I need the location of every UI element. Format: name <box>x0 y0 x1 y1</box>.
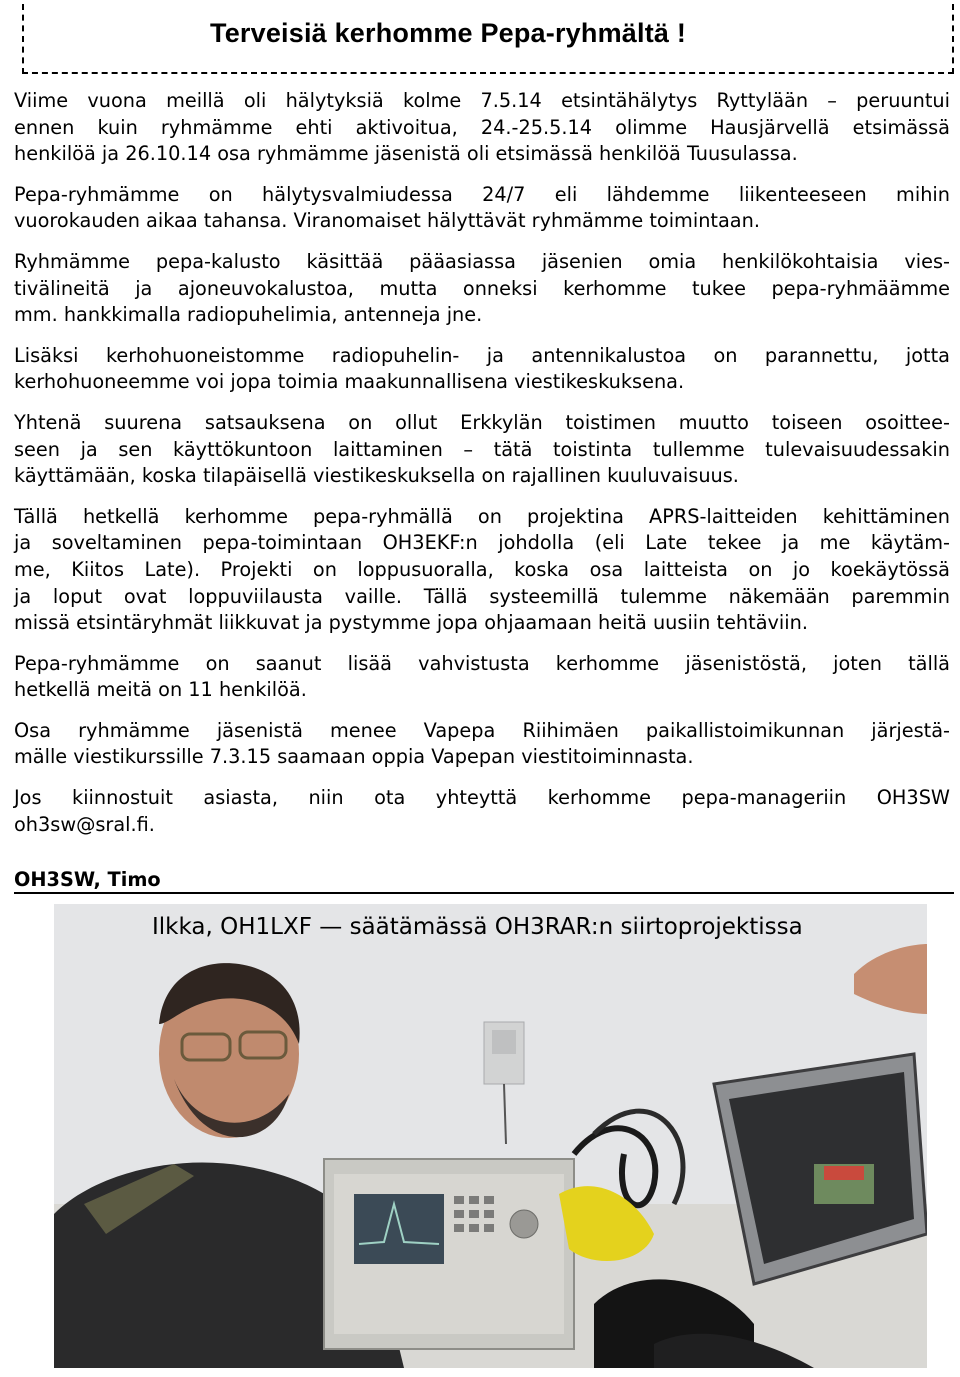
paragraph <box>14 410 950 490</box>
photo-instrument-screen <box>354 1194 444 1264</box>
paragraph-line: henkilöä ja 26.10.14 osa ryhmämme jäsenistä oli etsimässä henkilöä Tuusulassa. <box>14 142 798 166</box>
photo-illustration <box>54 904 927 1368</box>
paragraph <box>14 88 950 168</box>
paragraph <box>14 249 950 329</box>
paragraph-line: Lisäksi kerhohuoneistomme radiopuhelin- ja antennikalustoa on parannettu, jotta <box>14 343 950 367</box>
paragraph-line: ennen kuin ryhmämme ehti aktivoitua, 24.-25.5.14 olimme Hausjärvellä etsimässä <box>14 115 950 139</box>
paragraph-line: Pepa-ryhmämme on saanut lisää vahvistusta kerhomme jäsenistöstä, joten tällä <box>14 651 950 675</box>
signature-row <box>14 868 954 894</box>
title-box <box>22 4 954 74</box>
paragraph-line: Jos kiinnostuit asiasta, niin ota yhteyttä kerhomme pepa-manageriin OH3SW <box>14 786 950 810</box>
paragraph-line: Pepa-ryhmämme on hälytysvalmiudessa 24/7 eli lähdemme liikenteeseen mihin <box>14 182 950 206</box>
paragraph-line: ja soveltaminen pepa-toimintaan OH3EKF:n johdolla (eli Late tekee ja me käytäm- <box>14 531 950 555</box>
paragraph-line: Ryhmämme pepa-kalusto käsittää pääasiassa jäsenien omia henkilökohtaisia vies- <box>14 249 950 273</box>
paragraph-line: seen ja sen käyttökuntoon laittaminen – tätä toistinta tullemme tulevaisuudessakin <box>14 437 950 461</box>
paragraph <box>14 182 950 235</box>
paragraph-line: käyttämään, koska tilapäisellä viestikeskuksella on rajallinen kuuluvaisuus. <box>14 464 739 488</box>
paragraph-line: Viime vuona meillä oli hälytyksiä kolme 7.5.14 etsintähälytys Ryttylään – peruuntui <box>14 89 950 112</box>
article-body <box>14 88 950 852</box>
paragraph-line: Tällä hetkellä kerhomme pepa-ryhmällä on projektina APRS-laitteiden kehittäminen <box>14 504 950 528</box>
photo-caption: Ilkka, OH1LXF — säätämässä OH3RAR:n siirtoprojektissa <box>152 914 803 940</box>
paragraph-line: kerhohuoneemme voi jopa toimia maakunnallisena viestikeskuksena. <box>14 370 685 394</box>
paragraph <box>14 718 950 771</box>
paragraph-line: Osa ryhmämme jäsenistä menee Vapepa Riihimäen paikallistoimikunnan järjestä- <box>14 718 950 742</box>
paragraph-line: mm. hankkimalla radiopuhelimia, antenneja jne. <box>14 303 483 327</box>
paragraph-line: oh3sw@sral.fi. <box>14 812 155 836</box>
paragraph-line: hetkellä meitä on 11 henkilöä. <box>14 678 307 702</box>
paragraph-line: me, Kiitos Late). Projekti on loppusuoralla, koska osa laitteista on jo koekäytössä <box>14 557 950 581</box>
paragraph-line: Yhtenä suurena satsauksena on ollut Erkkylän toistimen muutto toiseen osoittee- <box>14 410 950 434</box>
page-title: Terveisiä kerhomme Pepa-ryhmältä ! <box>210 18 687 48</box>
paragraph <box>14 504 950 637</box>
paragraph-line: missä etsintäryhmät liikkuvat ja pystymme jopa ohjaamaan heitä uusiin tehtäviin. <box>14 611 808 635</box>
paragraph <box>14 785 950 838</box>
paragraph-line: tivälineitä ja ajoneuvokalustoa, mutta onneksi kerhomme tukee pepa-ryhmäämme <box>14 276 950 300</box>
photo <box>54 904 927 1368</box>
signature: OH3SW, Timo <box>14 868 161 891</box>
paragraph-line: ja loput ovat loppuviilausta vaille. Tällä systeemillä tulemme näkemään paremmin <box>14 584 950 608</box>
paragraph-line: mälle viestikurssille 7.3.15 saamaan oppia Vapepan viestitoiminnasta. <box>14 745 694 769</box>
paragraph <box>14 651 950 704</box>
paragraph-line: vuorokauden aikaa tahansa. Viranomaiset hälyttävät ryhmämme toimintaan. <box>14 209 760 233</box>
paragraph <box>14 343 950 396</box>
